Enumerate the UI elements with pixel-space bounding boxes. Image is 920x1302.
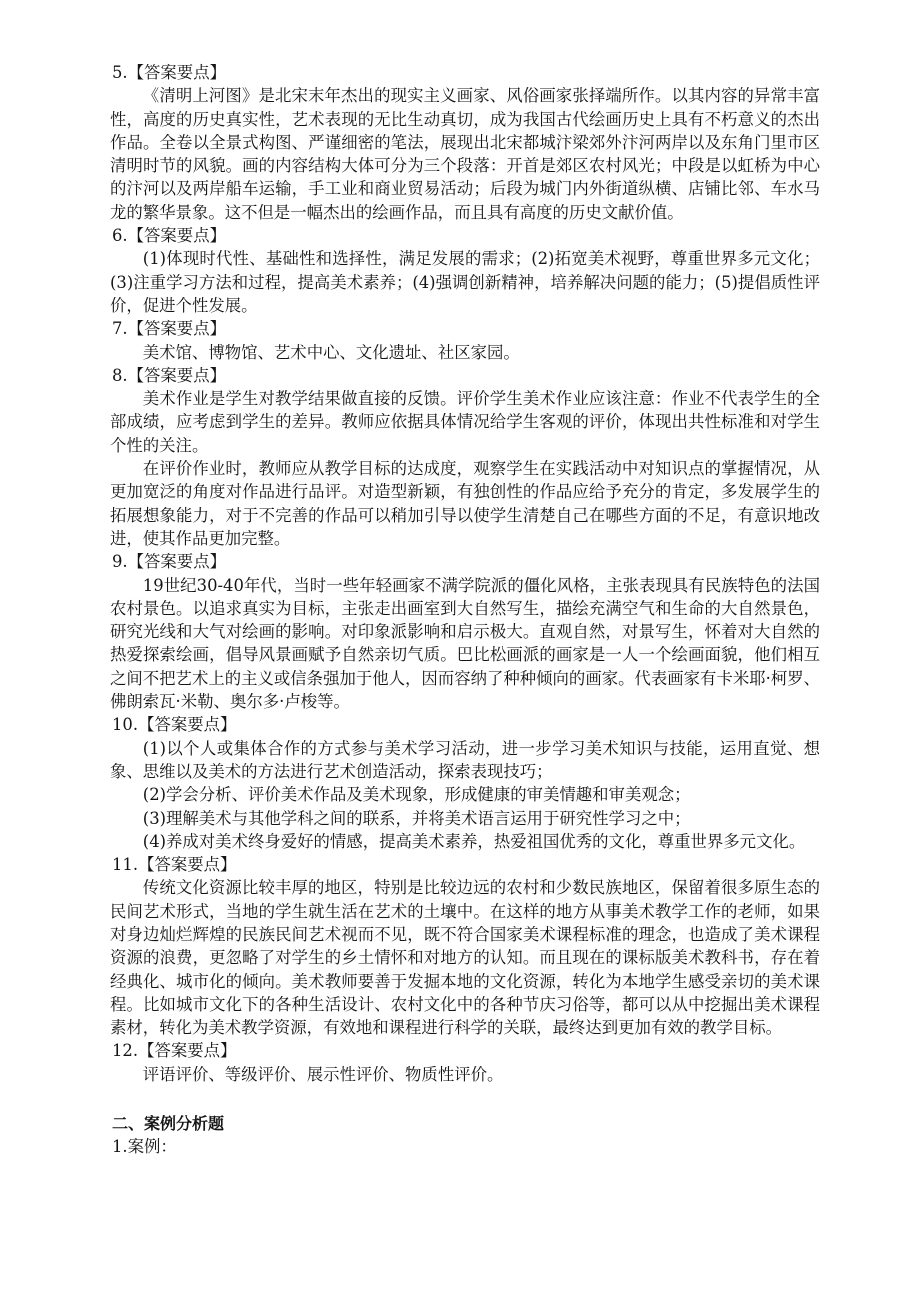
answer-item-5 — [110, 61, 820, 224]
answer-heading: 8.【答案要点】 — [112, 365, 226, 385]
answer-item-10 — [110, 713, 820, 853]
answer-heading: 9.【答案要点】 — [112, 552, 226, 572]
answer-paragraph: (1)以个人或集体合作的方式参与美术学习活动，进一步学习美术知识与技能，运用直觉、想象、思维以及美术的方法进行艺术创造活动，探索表现技巧； — [110, 738, 820, 781]
answer-item-9 — [110, 550, 820, 713]
answer-item-7 — [110, 317, 820, 364]
answer-paragraph: 《清明上河图》是北宋末年杰出的现实主义画家、风俗画家张择端所作。以其内容的异常丰富性，高度的历史真实性，艺术表现的无比生动真切，成为我国古代绘画历史上具有不朽意义的杰出作品。全卷以全景式构图、严谨细密的笔法，展现出北宋都城汴梁郊外汴河两岸以及东角门里市区清明时节的风貌。画的内容结构大体可分为三个段落：开首是郊区农村风光；中段是以虹桥为中心的汴河以及两岸船车运输，手工业和商业贸易活动；后段为城门内外街道纵横、店铺比邻、车水马龙的繁华景象。这不但是一幅杰出的绘画作品，而且具有高度的历史文献价值。 — [110, 86, 820, 222]
answer-paragraph: (3)理解美术与其他学科之间的联系，并将美术语言运用于研究性学习之中； — [142, 808, 691, 828]
answer-paragraph: 美术作业是学生对教学结果做直接的反馈。评价学生美术作业应该注意：作业不代表学生的全部成绩，应考虑到学生的差异。教师应依据具体情况给学生客观的评价，体现出共性标准和对学生个性的关注。 — [110, 389, 820, 455]
answer-paragraph: 传统文化资源比较丰厚的地区，特别是比较边远的农村和少数民族地区，保留着很多原生态的民间艺术形式，当地的学生就生活在艺术的土壤中。在这样的地方从事美术教学工作的老师，如果对身边灿烂辉煌的民族民间艺术视而不见，既不符合国家美术课程标准的理念，也造成了美术课程资源的浪费，更忽略了对学生的乡土情怀和对地方的认知。而且现在的课标版美术教科书，存在着经典化、城市化的倾向。美术教师要善于发掘本地的文化资源，转化为本地学生感受亲切的美术课程。比如城市文化下的各种生活设计、农村文化中的各种节庆习俗等，都可以从中挖掘出美术课程素材，转化为美术教学资源，有效地和课程进行科学的关联，最终达到更加有效的教学目标。 — [110, 878, 820, 1038]
answer-paragraph: (4)养成对美术终身爱好的情感，提高美术素养，热爱祖国优秀的文化，尊重世界多元文化。 — [142, 831, 806, 851]
answer-item-8 — [110, 364, 820, 550]
answer-paragraph: 评语评价、等级评价、展示性评价、物质性评价。 — [142, 1064, 504, 1084]
answer-heading: 5.【答案要点】 — [112, 63, 226, 82]
answer-item-12 — [110, 1039, 820, 1086]
answer-item-11 — [110, 853, 820, 1039]
answer-heading: 7.【答案要点】 — [112, 319, 226, 339]
answer-paragraph: 美术馆、博物馆、艺术中心、文化遗址、社区家园。 — [142, 342, 520, 362]
answer-paragraph: 19世纪30-40年代，当时一些年轻画家不满学院派的僵化风格，主张表现具有民族特色的法国农村景色。以追求真实为目标，主张走出画室到大自然写生，描绘充满空气和生命的大自然景色，研究光线和大气对绘画的影响。对印象派影响和启示极大。直观自然，对景写生，怀着对大自然的热爱探索绘画，倡导风景画赋予自然亲切气质。巴比松画派的画家是一人一个绘画面貌，他们相互之间不把艺术上的主义或信条强加于他人，因而容纳了种种倾向的画家。代表画家有卡米耶·柯罗、佛朗索瓦·米勒、奥尔多·卢梭等。 — [110, 575, 821, 712]
answer-paragraph: (1)体现时代性、基础性和选择性，满足发展的需求；(2)拓宽美术视野，尊重世界多元文化；(3)注重学习方法和过程，提高美术素养；(4)强调创新精神，培养解决问题的能力；(5)提倡质性评价，促进个性发展。 — [110, 249, 820, 315]
answer-heading: 6.【答案要点】 — [112, 226, 226, 246]
answer-heading: 12.【答案要点】 — [112, 1041, 237, 1061]
answer-paragraph: (2)学会分析、评价美术作品及美术现象，形成健康的审美情趣和审美观念； — [142, 785, 691, 805]
answer-heading: 11.【答案要点】 — [112, 855, 237, 875]
answer-heading: 10.【答案要点】 — [112, 715, 237, 735]
answer-paragraph: 在评价作业时，教师应从教学目标的达成度，观察学生在实践活动中对知识点的掌握情况，从更加宽泛的角度对作品进行品评。对造型新颖，有独创性的作品应给予充分的肯定，多发展学生的拓展想象能力，对于不完善的作品可以稍加引导以使学生清楚自己在哪些方面的不足，有意识地改进，使其作品更加完整。 — [110, 459, 820, 548]
answer-item-6 — [110, 224, 820, 317]
case-label: 1.案例： — [112, 1137, 177, 1157]
section-title: 二、案例分析题 — [112, 1114, 225, 1134]
